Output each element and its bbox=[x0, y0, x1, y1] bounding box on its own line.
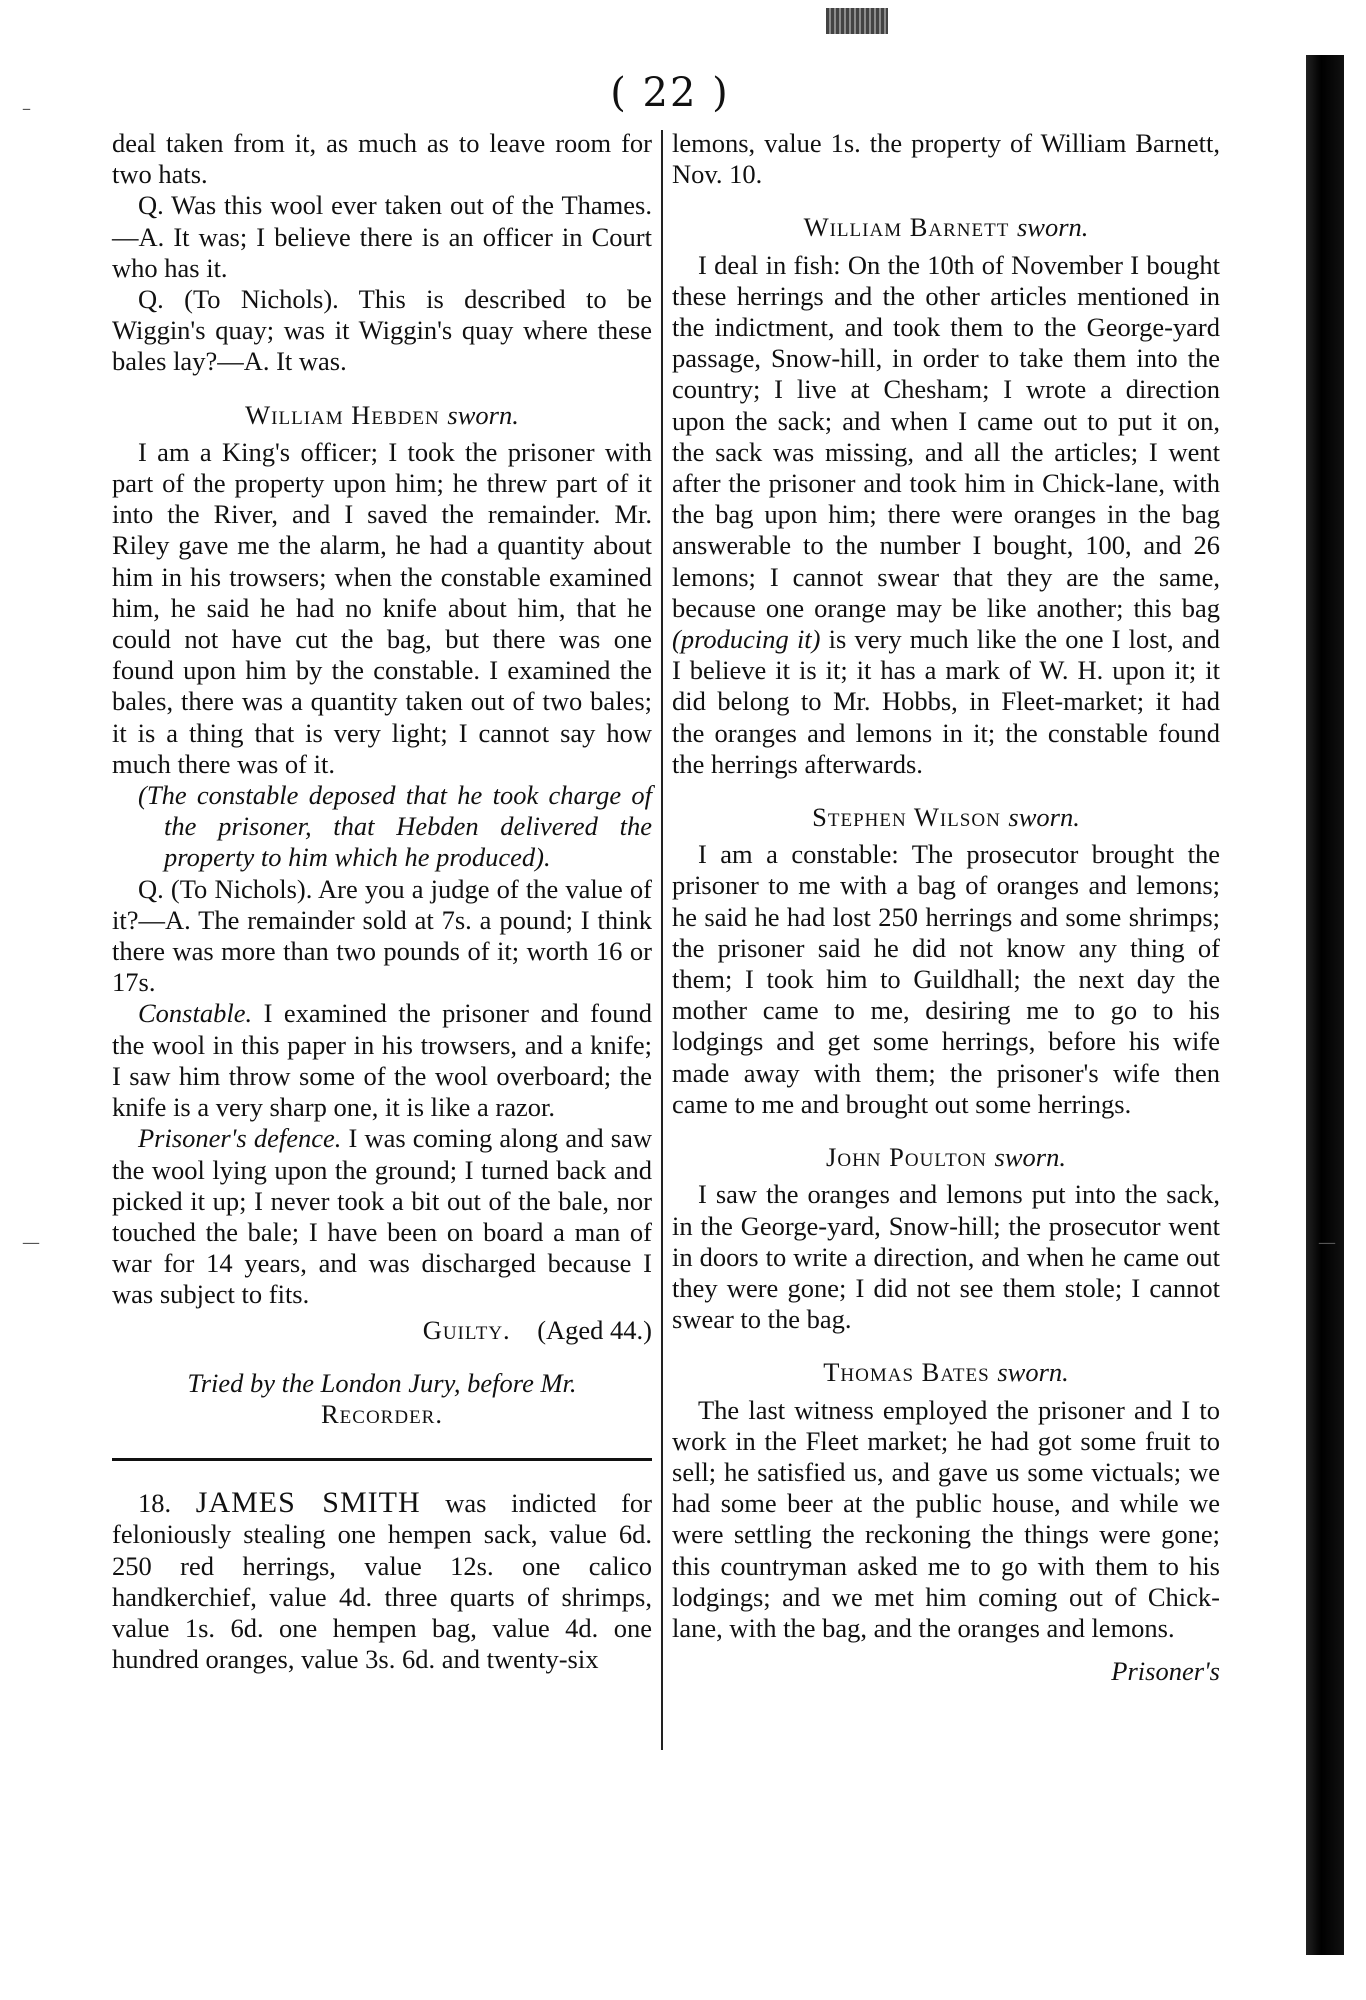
indictment-text: was indicted for feloniously stealing one hempen sack, value 6d. 250 red herrings, value 12s. one calico handkerchief, value 4d. three quarts of shrimps, value 1s. 6d. one hempen bag, value 4d. one hundred oranges, value 3s. 6d. and twenty-six bbox=[112, 1488, 653, 1675]
witness-name: Thomas Bates bbox=[823, 1357, 990, 1388]
paragraph: deal taken from it, as much as to leave room for two hats. bbox=[112, 128, 652, 190]
recorder: Recorder. bbox=[321, 1398, 443, 1429]
column-divider bbox=[661, 130, 663, 1750]
sworn-label: sworn. bbox=[1016, 212, 1089, 243]
sworn-label: sworn. bbox=[447, 399, 519, 430]
paragraph: lemons, value 1s. the property of William Barnett, Nov. 10. bbox=[672, 128, 1220, 190]
italic-note: (The constable deposed that he took charge of the prisoner, that Hebden delivered the property to him which he produced). bbox=[138, 780, 652, 873]
verdict-line bbox=[112, 1315, 652, 1346]
speaker-label: Constable. bbox=[138, 998, 253, 1029]
testimony-paragraph bbox=[112, 998, 652, 1123]
witness-heading bbox=[672, 1357, 1220, 1388]
sworn-label: sworn. bbox=[1008, 802, 1080, 833]
tried-by-line bbox=[112, 1368, 652, 1430]
question-paragraph: Q. (To Nichols). This is described to be Wiggin's quay; was it Wiggin's quay where these bales lay?—A. It was. bbox=[112, 284, 652, 377]
verdict: Guilty. bbox=[422, 1314, 511, 1345]
producing-note: (producing it) bbox=[672, 624, 821, 655]
margin-mark: – bbox=[22, 98, 31, 119]
age: (Aged 44.) bbox=[537, 1314, 652, 1345]
catchword: Prisoner's bbox=[1111, 1656, 1220, 1687]
testimony-paragraph bbox=[672, 250, 1220, 780]
defence-paragraph bbox=[112, 1123, 652, 1310]
witness-heading bbox=[112, 400, 652, 431]
testimony-paragraph: I am a constable: The prosecutor brought the prisoner to me with a bag of oranges and lemons; he said he had lost 250 herrings and some shrimps; the prisoner said he did not know any thing of them; I took him to Guildhall; the next day the mother came to me, desiring me to go to his lodgings and get some herrings, before his wife made away with them; the prisoner's wife then came to me and brought out some herrings. bbox=[672, 839, 1220, 1119]
section-rule bbox=[112, 1458, 652, 1461]
sworn-label: sworn. bbox=[994, 1142, 1066, 1173]
testimony-paragraph: The last witness employed the prisoner and I to work in the Fleet market; he had got some fruit to sell; he satisfied us, and gave us some victuals; we had some beer at the public house, and while we were settling the reckoning the things were gone; this countryman asked me to go with them to his lodgings; and we met him coming out of Chick-lane, with the bag, and the oranges and lemons. bbox=[672, 1394, 1220, 1643]
testimony-text: I examined the prisoner and found the wool in this paper in his trowsers, and a knife; I saw him throw some of the wool overboard; the knife is a very sharp one, it is like a razor. bbox=[112, 998, 653, 1123]
testimony-paragraph: I saw the oranges and lemons put into the sack, in the George-yard, Snow-hill; the prosecutor went in doors to write a direction, and when he came out they were gone; I did not see them stole; I cannot swear to the bag. bbox=[672, 1179, 1220, 1335]
testimony-paragraph: I am a King's officer; I took the prisoner with part of the property upon him; he threw part of it into the River, and I saved the remainder. Mr. Riley gave me the alarm, he had a quantity about him in his trowsers; when the constable examined him, he said he had no knife about him, that he could not have cut the bag, but there was one found upon him by the constable. I examined the bales, there was a quantity taken out of two bales; it is a thing that is very light; I cannot say how much there was of it. bbox=[112, 436, 652, 779]
defendant-name: JAMES SMITH bbox=[195, 1486, 421, 1520]
witness-heading bbox=[672, 802, 1220, 833]
testimony-text: I deal in fish: On the 10th of November I bought these herrings and the other articles mentioned in the indictment, and took them to the George-yard passage, Snow-hill, in order to take them into the country; I live at Chesham; I wrote a direction upon the sack; and when I came out to put it on, the sack was missing, and all the articles; I went after the prisoner and took him in Chick-lane, with the bag upon him; there were oranges in the bag answerable to the number I bought, 100, and 26 lemons; I cannot swear that they are the same, because one orange may be like another; this bag bbox=[672, 249, 1220, 623]
left-column bbox=[112, 128, 652, 1675]
margin-mark: — bbox=[1318, 1232, 1336, 1253]
witness-name: Stephen Wilson bbox=[812, 802, 1001, 833]
defence-text: I was coming along and saw the wool lying upon the ground; I turned back and picked it up; I never took a bit out of the bale, nor touched the bale; I have been on board a man of war for 14 years, and was discharged because I was subject to fits. bbox=[112, 1123, 653, 1310]
witness-heading bbox=[672, 212, 1220, 243]
margin-mark: — bbox=[22, 1232, 40, 1253]
question-paragraph: Q. (To Nichols). Are you a judge of the value of it?—A. The remainder sold at 7s. a pound; I think there was more than two pounds of it; worth 16 or 17s. bbox=[112, 873, 652, 998]
page-number: ( 22 ) bbox=[610, 70, 730, 116]
tried-text: Tried by the London Jury, before Mr. bbox=[187, 1367, 577, 1398]
witness-name: John Poulton bbox=[826, 1142, 987, 1173]
witness-name: William Hebden bbox=[245, 399, 440, 430]
testimony-text: is very much like the one I lost, and I believe it is it; it has a mark of W. H. upon it; it did belong to Mr. Hobbs, in Fleet-market; it had the oranges and lemons in it; the constable found the herrings afterwards. bbox=[672, 624, 1220, 779]
top-ornament bbox=[826, 8, 888, 34]
question-paragraph: Q. Was this wool ever taken out of the Thames.—A. It was; I believe there is an officer in Court who has it. bbox=[112, 190, 652, 283]
indictment-paragraph bbox=[112, 1487, 652, 1675]
case-number: 18. bbox=[138, 1488, 172, 1519]
right-column bbox=[672, 128, 1220, 1687]
witness-name: William Barnett bbox=[803, 212, 1010, 243]
speaker-label: Prisoner's defence. bbox=[138, 1123, 342, 1154]
witness-heading bbox=[672, 1142, 1220, 1173]
sworn-label: sworn. bbox=[997, 1357, 1069, 1388]
page-edge-shadow bbox=[1306, 55, 1344, 1955]
